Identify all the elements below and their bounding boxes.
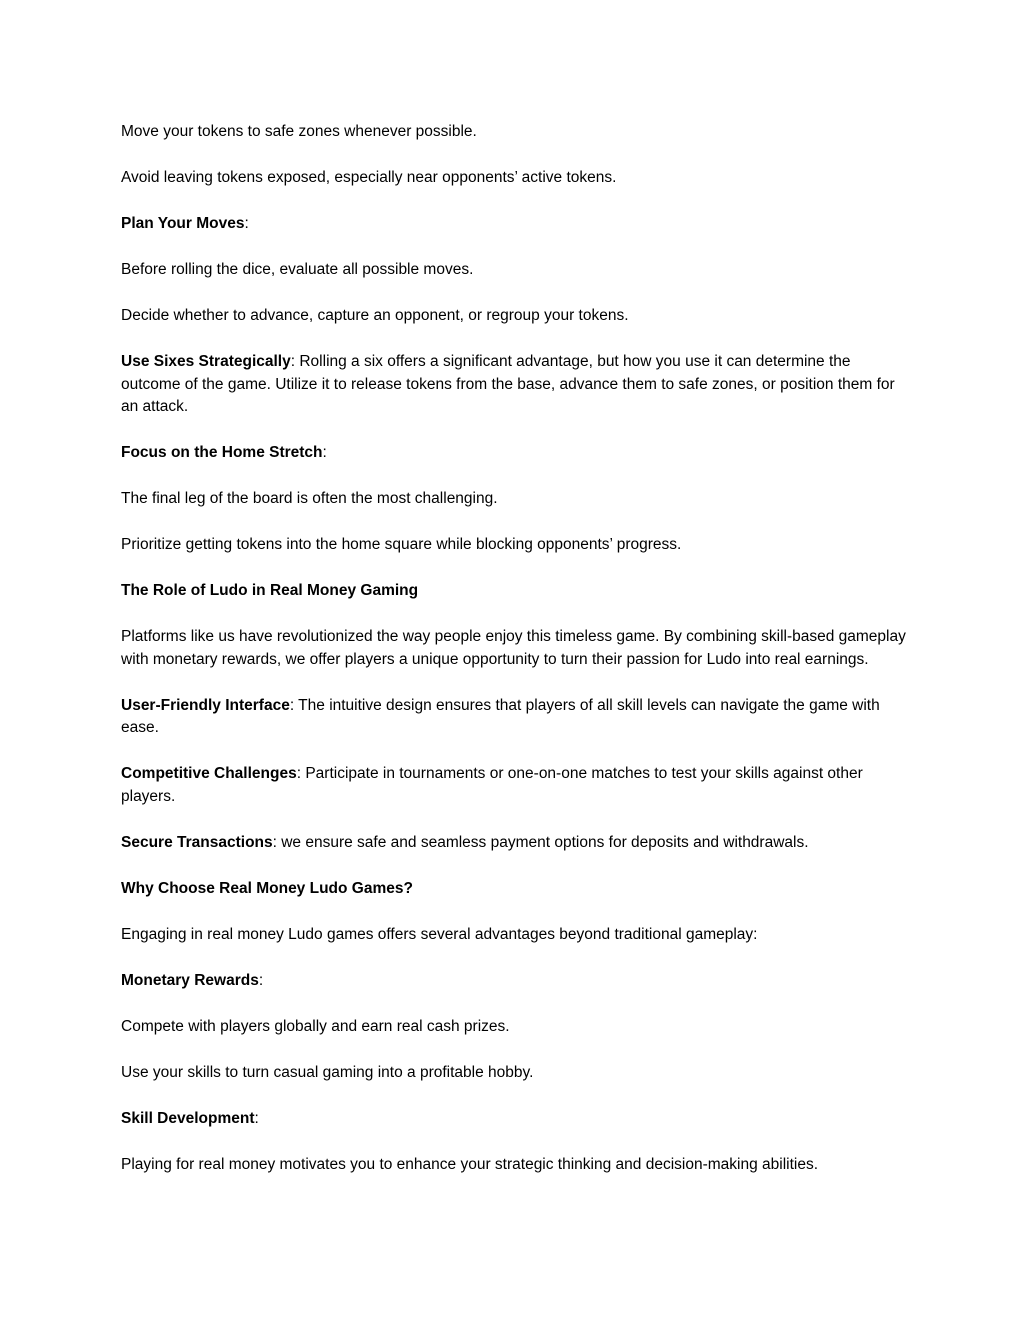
- heading-monetary-rewards: [121, 970, 911, 993]
- paragraph-lead: Competitive Challenges: [121, 765, 297, 783]
- paragraph-before-rolling: [121, 259, 911, 282]
- paragraph-text: :: [322, 444, 327, 462]
- heading-why-choose: [121, 878, 911, 901]
- paragraph-platforms: [121, 626, 911, 671]
- paragraph-final-leg: [121, 488, 911, 511]
- paragraph-text: Compete with players globally and earn real cash prizes.: [121, 1017, 510, 1035]
- paragraph-avoid-exposed: [121, 167, 911, 190]
- paragraph-decide-whether: [121, 305, 911, 328]
- paragraph-text: Platforms like us have revolutionized the way people enjoy this timeless game. By combining skill-based gameplay with monetary rewards, we offer players a unique opportunity to turn their passion for Ludo into real earnings.: [121, 628, 906, 668]
- paragraph-use-skills: [121, 1062, 911, 1085]
- document-body: [121, 121, 911, 1176]
- paragraph-text: : The intuitive design ensures that players of all skill levels can navigate the game with ease.: [121, 696, 880, 737]
- paragraph-lead: Focus on the Home Stretch: [121, 444, 323, 462]
- paragraph-lead: Why Choose Real Money Ludo Games?: [121, 879, 413, 897]
- paragraph-text: : Participate in tournaments or one-on-one matches to test your skills against other players.: [121, 765, 863, 805]
- paragraph-text: Avoid leaving tokens exposed, especially near opponents’ active tokens.: [121, 168, 617, 186]
- heading-plan-your-moves: [121, 213, 911, 236]
- paragraph-prioritize: [121, 534, 911, 557]
- paragraph-text: Move your tokens to safe zones whenever possible.: [121, 123, 477, 140]
- paragraph-secure: [121, 832, 911, 855]
- paragraph-lead: Use Sixes Strategically: [121, 352, 291, 370]
- paragraph-text: The final leg of the board is often the most challenging.: [121, 490, 498, 508]
- paragraph-lead: Plan Your Moves: [121, 214, 245, 232]
- paragraph-text: :: [244, 214, 249, 232]
- paragraph-lead: User-Friendly Interface: [121, 696, 290, 714]
- paragraph-playing-real-money: [121, 1154, 911, 1177]
- paragraph-user-friendly: [121, 695, 911, 740]
- paragraph-lead: Monetary Rewards: [121, 971, 259, 989]
- paragraph-safe-zones: [121, 121, 911, 144]
- paragraph-competitive: [121, 763, 911, 808]
- heading-skill-development: [121, 1108, 911, 1131]
- paragraph-text: Decide whether to advance, capture an opponent, or regroup your tokens.: [121, 306, 629, 324]
- paragraph-text: Before rolling the dice, evaluate all possible moves.: [121, 260, 474, 278]
- paragraph-text: : Rolling a six offers a significant advantage, but how you use it can determine the outcome of the game. Utilize it to release tokens from the base, advance them to safe zones, or position them for an attack.: [121, 352, 895, 416]
- paragraph-text: Prioritize getting tokens into the home square while blocking opponents’ progress.: [121, 536, 682, 554]
- heading-role-of-ludo: [121, 580, 911, 603]
- paragraph-text: Use your skills to turn casual gaming into a profitable hobby.: [121, 1063, 534, 1081]
- paragraph-engaging: [121, 924, 911, 947]
- paragraph-text: :: [254, 1109, 259, 1127]
- paragraph-text: Engaging in real money Ludo games offers several advantages beyond traditional gameplay:: [121, 925, 758, 943]
- paragraph-text: Playing for real money motivates you to enhance your strategic thinking and decision-making abilities.: [121, 1155, 819, 1173]
- paragraph-lead: Skill Development: [121, 1109, 255, 1127]
- paragraph-lead: The Role of Ludo in Real Money Gaming: [121, 582, 419, 600]
- paragraph-use-sixes: [121, 351, 911, 419]
- paragraph-text: : we ensure safe and seamless payment options for deposits and withdrawals.: [272, 833, 809, 851]
- paragraph-compete: [121, 1016, 911, 1039]
- heading-home-stretch: [121, 442, 911, 465]
- paragraph-lead: Secure Transactions: [121, 833, 273, 851]
- paragraph-text: :: [258, 971, 264, 989]
